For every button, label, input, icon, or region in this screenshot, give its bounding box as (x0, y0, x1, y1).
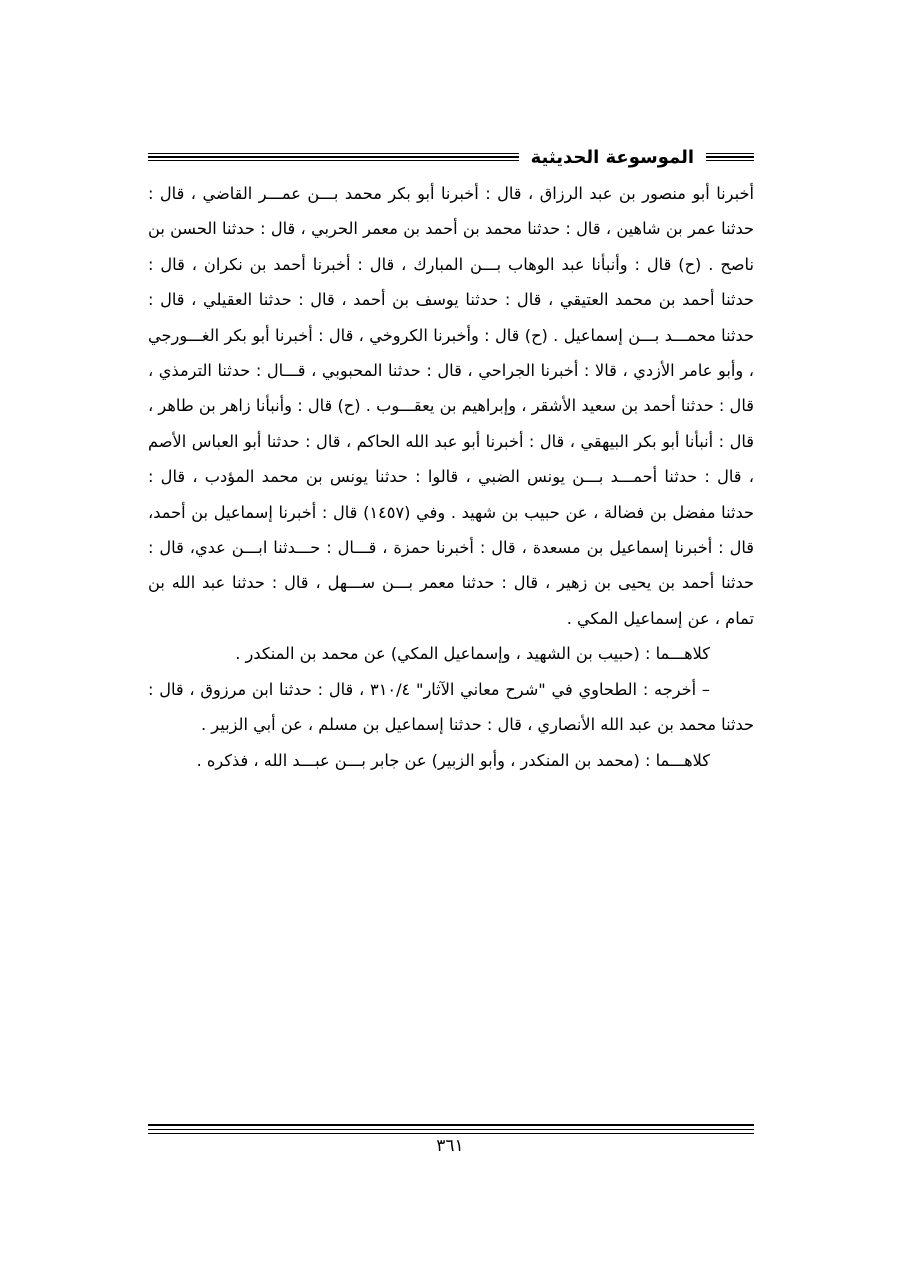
header-rule-long (148, 153, 519, 161)
paragraph-both-2: كلاهـــما : (محمد بن المنكدر ، وأبو الزبير) عن جابر بـــن عبـــد الله ، فذكره . (196, 750, 710, 770)
header-title: الموسوعة الحديثية (530, 146, 694, 168)
running-header (148, 140, 754, 174)
page-number: ٣٦١ (436, 1136, 464, 1156)
paragraph-both-1: كلاهـــما : (حبيب بن الشهيد ، وإسماعيل المكي) عن محمد بن المنكدر . (235, 644, 710, 664)
page-content (148, 140, 754, 778)
paragraph-isnad: أخبرنا أبو منصور بن عبد الرزاق ، قال : أخبرنا أبو بكر محمد بـــن عمـــر القاضي ، قال : حدثنا عمر بن شاهين ، قال : حدثنا محمد بن أحمد بن معمر الحربي ، قال : حدثنا الحسن بن ناصح . (ح) قال : وأنبأنا عبد الوهاب بـــن المبارك ، قال : أخبرنا أحمد بن نكران ، قال : حدثنا أحمد بن محمد العتيقي ، قال : حدثنا يوسف بن أحمد ، قال : حدثنا العقيلي ، قال : حدثنا محمـــد بـــن إسماعيل . (ح) قال : وأخبرنا الكروخي ، قال : أخبرنا أبو بكر الغـــورجي ، وأبو عامر الأزدي ، قالا : أخبرنا الجراحي ، قال : حدثنا المحبوبي ، قـــال : حدثنا الترمذي ، قال : حدثنا أحمد بن سعيد الأشقر ، وإبراهيم بن يعقـــوب . (ح) قال : وأنبأنا زاهر بن طاهر ، قال : أنبأنا أبو بكر البيهقي ، قال : أخبرنا أبو عبد الله الحاكم ، قال : حدثنا أبو العباس الأصم ، قال : حدثنا أحمـــد بـــن يونس الضبي ، قالوا : حدثنا يونس بن محمد المؤدب ، قال : حدثنا مفضل بن فضالة ، عن حبيب بن شهيد . وفي (١٤٥٧) قال : أخبرنا إسماعيل بن أحمد، قال : أخبرنا إسماعيل بن مسعدة ، قال : أخبرنا حمزة ، قـــال : حـــدثنا ابـــن عدي، قال : حدثنا أحمد بن يحيى بن زهير ، قال : حدثنا معمر بـــن ســـهل ، قال : حدثنا عبد الله بن تمام ، عن إسماعيل المكي . (148, 184, 754, 628)
header-rule-short (706, 153, 754, 161)
paragraph-takhrij: – أخرجه : الطحاوي في "شرح معاني الآثار" ٣١٠/٤ ، قال : حدثنا ابن مرزوق ، قال : حدثنا محمد بن عبد الله الأنصاري ، قال : حدثنا إسماعيل بن مسلم ، عن أبي الزبير . (148, 679, 754, 735)
body-text (148, 176, 754, 778)
footer-rule (148, 1124, 754, 1134)
